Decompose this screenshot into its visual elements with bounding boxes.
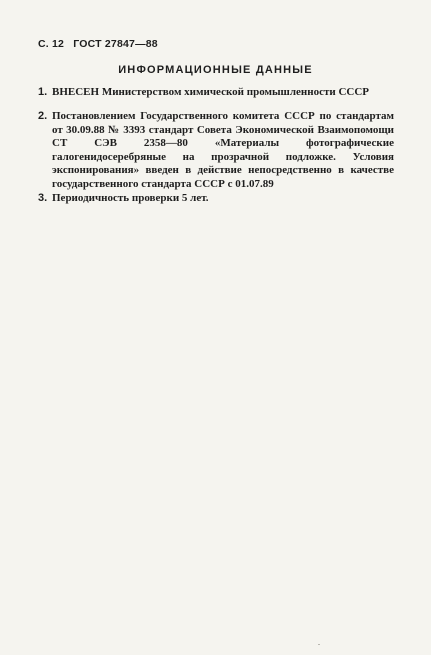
item-text: Периодичность проверки 5 лет. xyxy=(52,192,209,204)
info-item-1 xyxy=(38,86,394,100)
section-title: ИНФОРМАЦИОННЫЕ ДАННЫЕ xyxy=(118,64,313,76)
item-number: 1. xyxy=(38,86,48,98)
item-number: 3. xyxy=(38,192,48,204)
standard-code: ГОСТ 27847—88 xyxy=(73,38,158,50)
info-item-3 xyxy=(38,192,394,206)
item-text: ВНЕСЕН Министерством химической промышленности СССР xyxy=(52,86,370,98)
scan-speck xyxy=(318,644,320,645)
item-text: Постановлением Государственного комитета СССР по стандартам от 30.09.88 № 3393 стандарт Совета Экономической Взаимопомощи СТ СЭВ 2358—80 «Материалы фотографические галогенидосеребряные на прозрачной подложке. Условия экспонирования» введен в действие непосредственно в качестве государственного стандарта СССР с 01.07.89 xyxy=(52,110,394,190)
item-number: 2. xyxy=(38,110,48,122)
info-item-2 xyxy=(38,110,394,191)
page-number: С. 12 xyxy=(38,38,65,50)
page-header xyxy=(38,38,164,50)
